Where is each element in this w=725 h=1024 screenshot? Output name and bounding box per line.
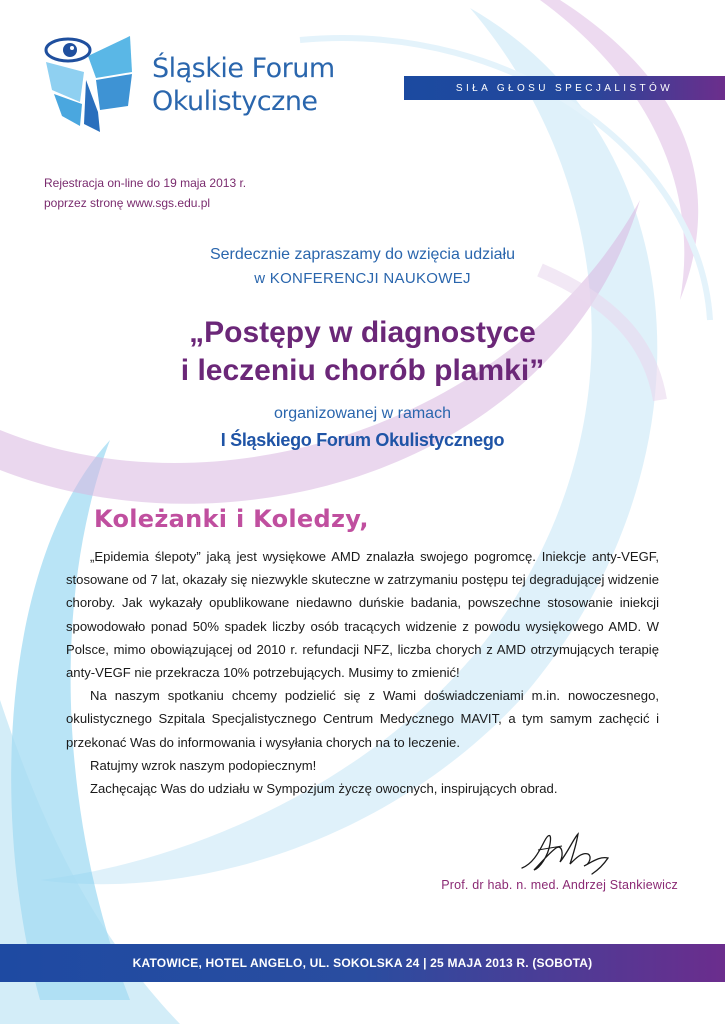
title-line-1: „Postępy w diagnostyce — [189, 316, 536, 349]
paragraph-4: Zachęcając Was do udziału w Sympozjum życzę owocnych, inspirujących obrad. — [90, 781, 558, 797]
event-location-banner: KATOWICE, HOTEL ANGELO, UL. SOKOLSKA 24 | 25 MAJA 2013 R. (SOBOTA) — [0, 944, 725, 982]
tagline-banner: SIŁA GŁOSU SPECJALISTÓW — [404, 76, 725, 100]
signer-name: Prof. dr hab. n. med. Andrzej Stankiewicz — [441, 878, 678, 892]
logo-line-1: Śląskie Forum — [152, 53, 335, 84]
paragraph-1: „Epidemia ślepoty” jaką jest wysiękowe AMD znalazła swojego pogromcę. Iniekcje anty-VEGF, stosowane od 7 lat, okazały się niezwykle skuteczne w zatrzymaniu postępu tej degradującej widzenie choroby. Jak wykazały opublikowane niedawno duńskie badania, powszechne stosowanie iniekcji spowodowało ponad 50% spadek liczby osób tracących widzenie z powodu wysiękowego AMD. W Polsce, mimo obowiązującej od 2010 r. refundacji NFZ, liczba chorych z AMD otrzymujących terapię anty-VEGF nie przekracza 10% potrzebujących. Musimy to zmienić! — [66, 549, 659, 681]
invitation-line-1: Serdecznie zapraszamy do wzięcia udziału — [209, 246, 516, 263]
organized-note: organizowanej w ramach — [274, 405, 451, 422]
paragraph-3: Ratujmy wzrok naszym podopiecznym! — [90, 757, 317, 773]
title-line-2: i leczeniu chorób plamki” — [180, 354, 545, 387]
registration-line-2: poprzez stronę www.sgs.edu.pl — [44, 196, 211, 210]
registration-line-1: Rejestracja on-line do 19 maja 2013 r. — [44, 176, 247, 190]
registration-info — [44, 173, 246, 213]
logo-wordmark — [152, 52, 335, 118]
conference-title — [0, 314, 725, 390]
letter-body — [66, 545, 659, 800]
logo-line-2: Okulistyczne — [152, 86, 318, 117]
handwritten-signature-icon — [518, 824, 614, 876]
invitation-line-2: w KONFERENCJI NAUKOWEJ — [254, 270, 471, 287]
forum-name: I Śląskiego Forum Okulistycznego — [220, 430, 505, 450]
butterfly-eye-logo-icon — [40, 32, 140, 136]
paragraph-2: Na naszym spotkaniu chcemy podzielić się z Wami doświadczeniami m.in. nowoczesnego, okulistycznego Szpitala Specjalistycznego Centrum Medycznego MAVIT, a tym samym zachęcić i przekonać Was do informowania i wysyłania chorych na to leczenie. — [66, 688, 659, 750]
greeting-heading: Koleżanki i Koledzy, — [94, 505, 369, 533]
